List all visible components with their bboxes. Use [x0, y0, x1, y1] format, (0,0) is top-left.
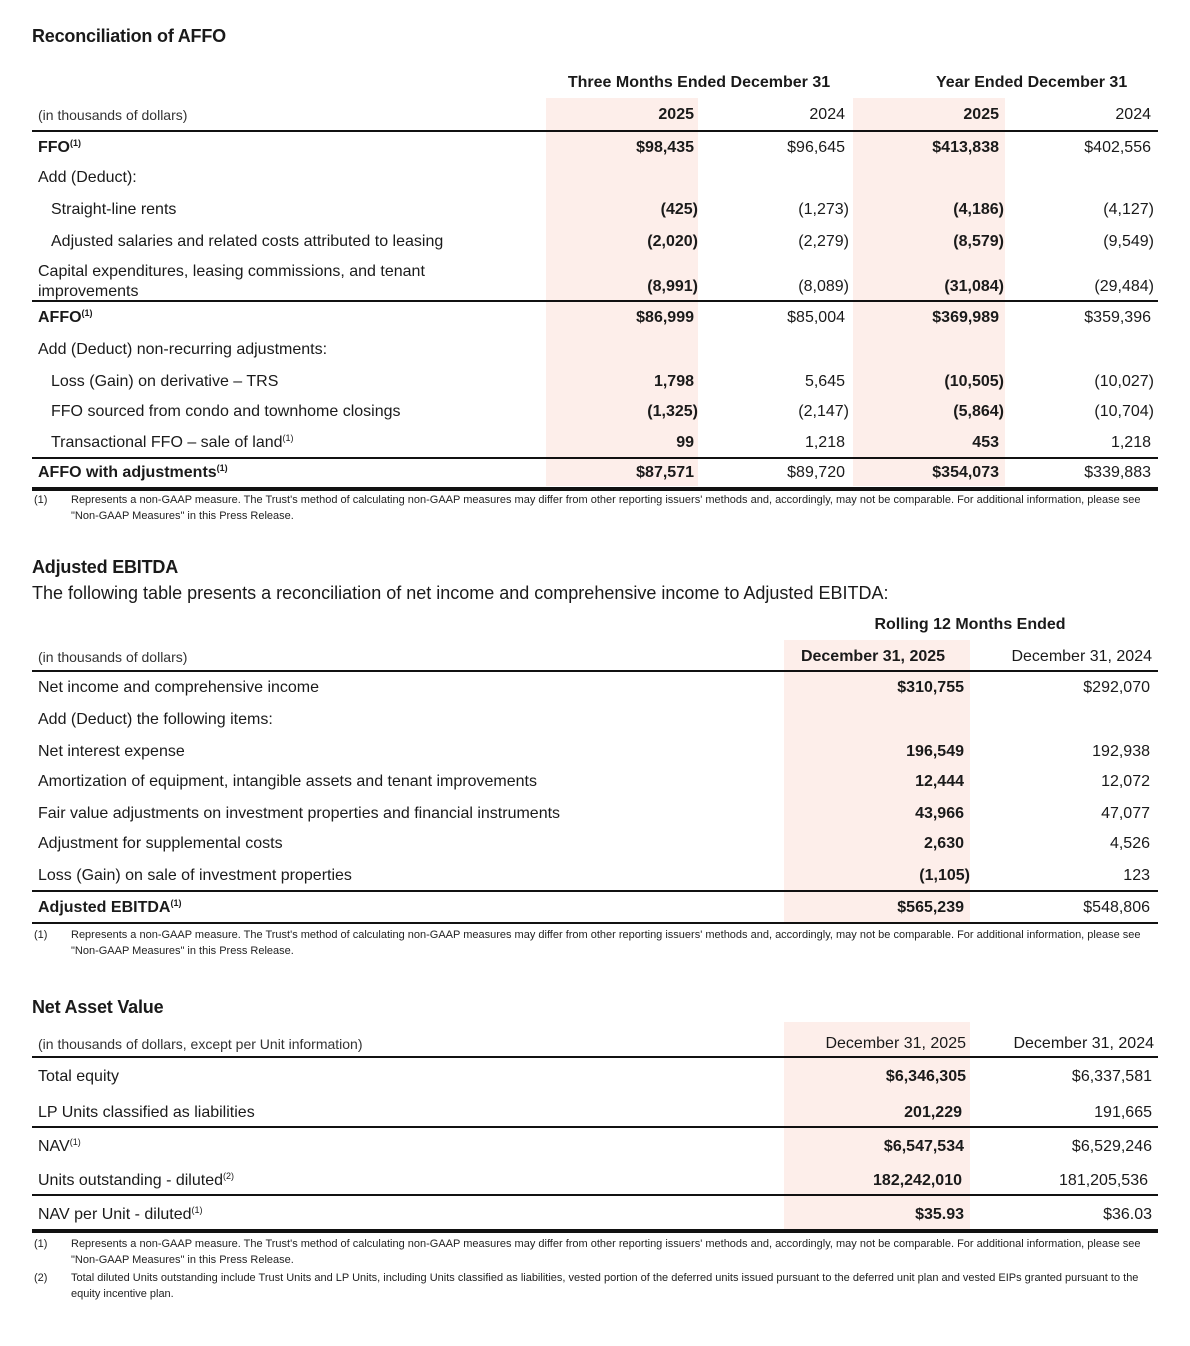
affo-unit-note: (in thousands of dollars)	[38, 107, 188, 123]
table-row	[32, 737, 1158, 767]
cell-2024: 181,205,536	[1059, 1172, 1148, 1189]
cell-ye-2024: (10,704)	[1094, 403, 1154, 420]
table-row	[32, 1098, 1158, 1128]
row-label: FFO	[38, 139, 70, 156]
row-label: AFFO with adjustments	[38, 464, 217, 481]
cell-ye-2024: $359,396	[1084, 309, 1151, 326]
table-row	[32, 195, 1158, 225]
row-label: Straight-line rents	[51, 201, 177, 218]
footnote-number: (2)	[34, 1272, 48, 1284]
table-row: NAV $^{(1)}$ $6,547,534 $6,529,246	[32, 1132, 1158, 1162]
table-row	[32, 673, 1158, 703]
row-label: Net interest expense	[38, 743, 185, 760]
nav-header-rule	[32, 1056, 1158, 1058]
footnote-text: Represents a non-GAAP measure. The Trust's method of calculating non-GAAP measures may differ from other reporting issuers' methods and, accordingly, may not be comparable. For additional information, please see "Non-GAAP Measures" in this Press Release.	[71, 494, 1141, 522]
cell-2024: $36.03	[1103, 1206, 1152, 1223]
table-row: NAV per Unit - diluted $^{(1)}$ $35.93 $36.03	[32, 1200, 1158, 1230]
cell-ye-2025: (10,505)	[944, 373, 1004, 390]
affo-col-3m-2024: 2024	[809, 106, 845, 123]
row-label: NAV per Unit - diluted	[38, 1206, 192, 1223]
cell-3m-2025: (1,325)	[647, 403, 698, 420]
cell-2025: 2,630	[923, 835, 964, 852]
cell-3m-2025: 1,798	[653, 373, 694, 390]
row-label: Add (Deduct):	[38, 169, 137, 186]
table-row	[32, 335, 1158, 365]
cell-2024: 12,072	[1101, 773, 1150, 790]
cell-2024: $292,070	[1083, 679, 1150, 696]
affo-group-header-three-months: Three Months Ended December 31	[567, 74, 831, 91]
cell-3m-2025: 99	[676, 434, 694, 451]
table-row	[32, 829, 1158, 859]
row-label: AFFO	[38, 309, 82, 326]
table-row	[32, 397, 1158, 427]
ebitda-title: Adjusted EBITDA	[32, 557, 179, 577]
cell-2025: $35.93	[915, 1206, 964, 1223]
table-row	[32, 367, 1158, 397]
cell-3m-2024: $96,645	[787, 139, 845, 156]
cell-ye-2025: $413,838	[932, 139, 999, 156]
affo-header-row	[32, 100, 1158, 130]
cell-3m-2024: $85,004	[787, 309, 845, 326]
cell-ye-2025: (8,579)	[953, 233, 1004, 250]
nav-header-row	[32, 1030, 1158, 1058]
nav-col-2025: December 31, 2025	[825, 1035, 966, 1052]
cell-2025: $6,547,534	[883, 1138, 964, 1155]
cell-3m-2024: (8,089)	[798, 278, 849, 295]
cell-3m-2025: $98,435	[636, 139, 694, 156]
cell-3m-2024: 5,645	[804, 373, 845, 390]
row-label: Transactional FFO – sale of land	[51, 434, 283, 451]
cell-ye-2025: $369,989	[932, 309, 999, 326]
affo-group-header-year: Year Ended December 31	[936, 74, 1128, 91]
row-label: Amortization of equipment, intangible assets and tenant improvements	[38, 773, 537, 790]
table-row: AFFO with adjustments $^{(1)}$ $87,571 $89,720 $354,073 $339,883	[32, 459, 1158, 487]
row-label: Adjusted EBITDA	[38, 898, 171, 916]
ebitda-group-header: Rolling 12 Months Ended	[874, 616, 1066, 633]
cell-2024: 47,077	[1101, 805, 1150, 822]
cell-2025: $565,239	[897, 898, 964, 916]
ebitda-unit-note: (in thousands of dollars)	[38, 649, 188, 665]
cell-2025: 201,229	[904, 1104, 962, 1121]
cell-ye-2024: (29,484)	[1094, 278, 1154, 295]
row-label: Units outstanding - diluted	[38, 1172, 223, 1189]
table-row	[32, 163, 1158, 193]
footnote-text: Represents a non-GAAP measure. The Trust's method of calculating non-GAAP measures may differ from other reporting issuers' methods and, accordingly, may not be comparable. For additional information, please see "Non-GAAP Measures" in this Press Release.	[71, 929, 1141, 957]
row-label: Add (Deduct) the following items:	[38, 711, 273, 728]
cell-3m-2024: (2,279)	[798, 233, 849, 250]
cell-2025: $310,755	[897, 679, 964, 696]
cell-ye-2024: 1,218	[1110, 434, 1151, 451]
cell-ye-2025: (4,186)	[953, 201, 1004, 218]
ebitda-total-rule	[32, 890, 1158, 892]
cell-2024: $6,337,581	[1071, 1068, 1152, 1085]
table-row	[32, 227, 1158, 257]
cell-2024: 4,526	[1109, 835, 1150, 852]
affo-header-rule	[32, 130, 1158, 132]
ebitda-header-rule	[32, 670, 1158, 672]
cell-ye-2024: (9,549)	[1103, 233, 1154, 250]
affo-bottom-rule	[32, 487, 1158, 491]
cell-2024: $548,806	[1083, 898, 1150, 916]
row-label: FFO sourced from condo and townhome closings	[51, 403, 401, 420]
cell-3m-2025: (8,991)	[647, 278, 698, 295]
cell-ye-2025: 453	[972, 434, 999, 451]
ebitda-col-2024: December 31, 2024	[1011, 648, 1152, 665]
ebitda-bottom-rule	[32, 922, 1158, 924]
cell-2024: $6,529,246	[1071, 1138, 1152, 1155]
cell-3m-2024: (2,147)	[798, 403, 849, 420]
footnote-text: Total diluted Units outstanding include Trust Units and LP Units, including Units classified as liabilities, vested portion of the deferred units issued pursuant to the deferred unit plan and vested EIPs granted pursuant to the equity incentive plan.	[71, 1272, 1139, 1300]
row-label: Fair value adjustments on investment properties and financial instruments	[38, 805, 561, 822]
table-row: Adjusted EBITDA $^{(1)}$ $565,239 $548,806	[32, 893, 1158, 922]
row-label: Adjustment for supplemental costs	[38, 835, 283, 852]
cell-2025: (1,105)	[919, 867, 970, 884]
cell-2024: 192,938	[1092, 743, 1150, 760]
footnote-number: (1)	[34, 494, 48, 506]
affo-title: Reconciliation of AFFO	[32, 26, 226, 46]
row-label: Total equity	[38, 1068, 119, 1085]
cell-2025: 196,549	[906, 743, 964, 760]
affo-col-ye-2024: 2024	[1115, 106, 1151, 123]
footnote-number: (1)	[34, 929, 48, 941]
cell-ye-2024: $402,556	[1084, 139, 1151, 156]
row-label: Adjusted salaries and related costs attributed to leasing	[51, 233, 444, 250]
cell-ye-2024: $339,883	[1084, 464, 1151, 481]
cell-2024: 191,665	[1094, 1104, 1152, 1121]
affo-col-3m-2025: 2025	[658, 106, 694, 123]
table-row: Units outstanding - diluted $^{(2)}$ 182,242,010 181,205,536	[32, 1166, 1158, 1196]
cell-ye-2024: (10,027)	[1094, 373, 1154, 390]
row-label: Capital expenditures, leasing commissions, and tenant improvements	[38, 263, 425, 300]
cell-3m-2025: $87,571	[636, 464, 694, 481]
table-row	[32, 767, 1158, 797]
row-label: NAV	[38, 1138, 70, 1155]
ebitda-header-row	[32, 643, 1158, 671]
affo-col-ye-2025: 2025	[963, 106, 999, 123]
nav-subtotal-rule	[32, 1126, 1158, 1128]
table-row	[32, 705, 1158, 735]
nav-title: Net Asset Value	[32, 997, 164, 1017]
cell-ye-2025: $354,073	[932, 464, 999, 481]
table-row	[32, 799, 1158, 829]
cell-3m-2024: (1,273)	[798, 201, 849, 218]
cell-2025: 12,444	[915, 773, 964, 790]
cell-2024: 123	[1123, 867, 1150, 884]
cell-ye-2025: (31,084)	[944, 278, 1004, 295]
nav-bottom-rule	[32, 1229, 1158, 1233]
ebitda-intro: The following table presents a reconciliation of net income and comprehensive income to Adjusted EBITDA:	[32, 583, 889, 603]
affo-subtotal-rule	[32, 300, 1158, 302]
cell-ye-2025: (5,864)	[953, 403, 1004, 420]
cell-3m-2024: $89,720	[787, 464, 845, 481]
nav-per-unit-rule	[32, 1194, 1158, 1196]
nav-col-2024: December 31, 2024	[1013, 1035, 1154, 1052]
row-label: Add (Deduct) non-recurring adjustments:	[38, 341, 328, 358]
table-row: AFFO $^{(1)}$ $86,999 $85,004 $369,989 $359,396	[32, 303, 1158, 333]
cell-3m-2025: $86,999	[636, 309, 694, 326]
table-row	[32, 261, 1158, 300]
ebitda-col-2025: December 31, 2025	[800, 648, 946, 665]
footnote-number: (1)	[34, 1238, 48, 1250]
table-row	[32, 1062, 1158, 1092]
cell-2025: 43,966	[915, 805, 964, 822]
row-label: Net income and comprehensive income	[38, 679, 320, 696]
cell-3m-2025: (425)	[660, 201, 698, 218]
row-label: Loss (Gain) on sale of investment properties	[38, 867, 352, 884]
cell-3m-2025: (2,020)	[647, 233, 698, 250]
nav-unit-note: (in thousands of dollars, except per Unit information)	[38, 1036, 363, 1052]
table-row: Transactional FFO – sale of land $^{(1)}$ 99 1,218 453 1,218	[32, 428, 1158, 458]
cell-3m-2024: 1,218	[804, 434, 845, 451]
footnote-text: Represents a non-GAAP measure. The Trust's method of calculating non-GAAP measures may differ from other reporting issuers' methods and, accordingly, may not be comparable. For additional information, please see "Non-GAAP Measures" in this Press Release.	[71, 1238, 1141, 1266]
cell-2025: 182,242,010	[873, 1172, 962, 1189]
row-label: LP Units classified as liabilities	[38, 1104, 255, 1121]
table-row: FFO $^{(1)}$ $98,435 $96,645 $413,838 $402,556	[32, 133, 1158, 163]
table-row	[32, 861, 1158, 891]
cell-2025: $6,346,305	[885, 1068, 966, 1085]
row-label: Loss (Gain) on derivative – TRS	[51, 373, 279, 390]
cell-ye-2024: (4,127)	[1103, 201, 1154, 218]
